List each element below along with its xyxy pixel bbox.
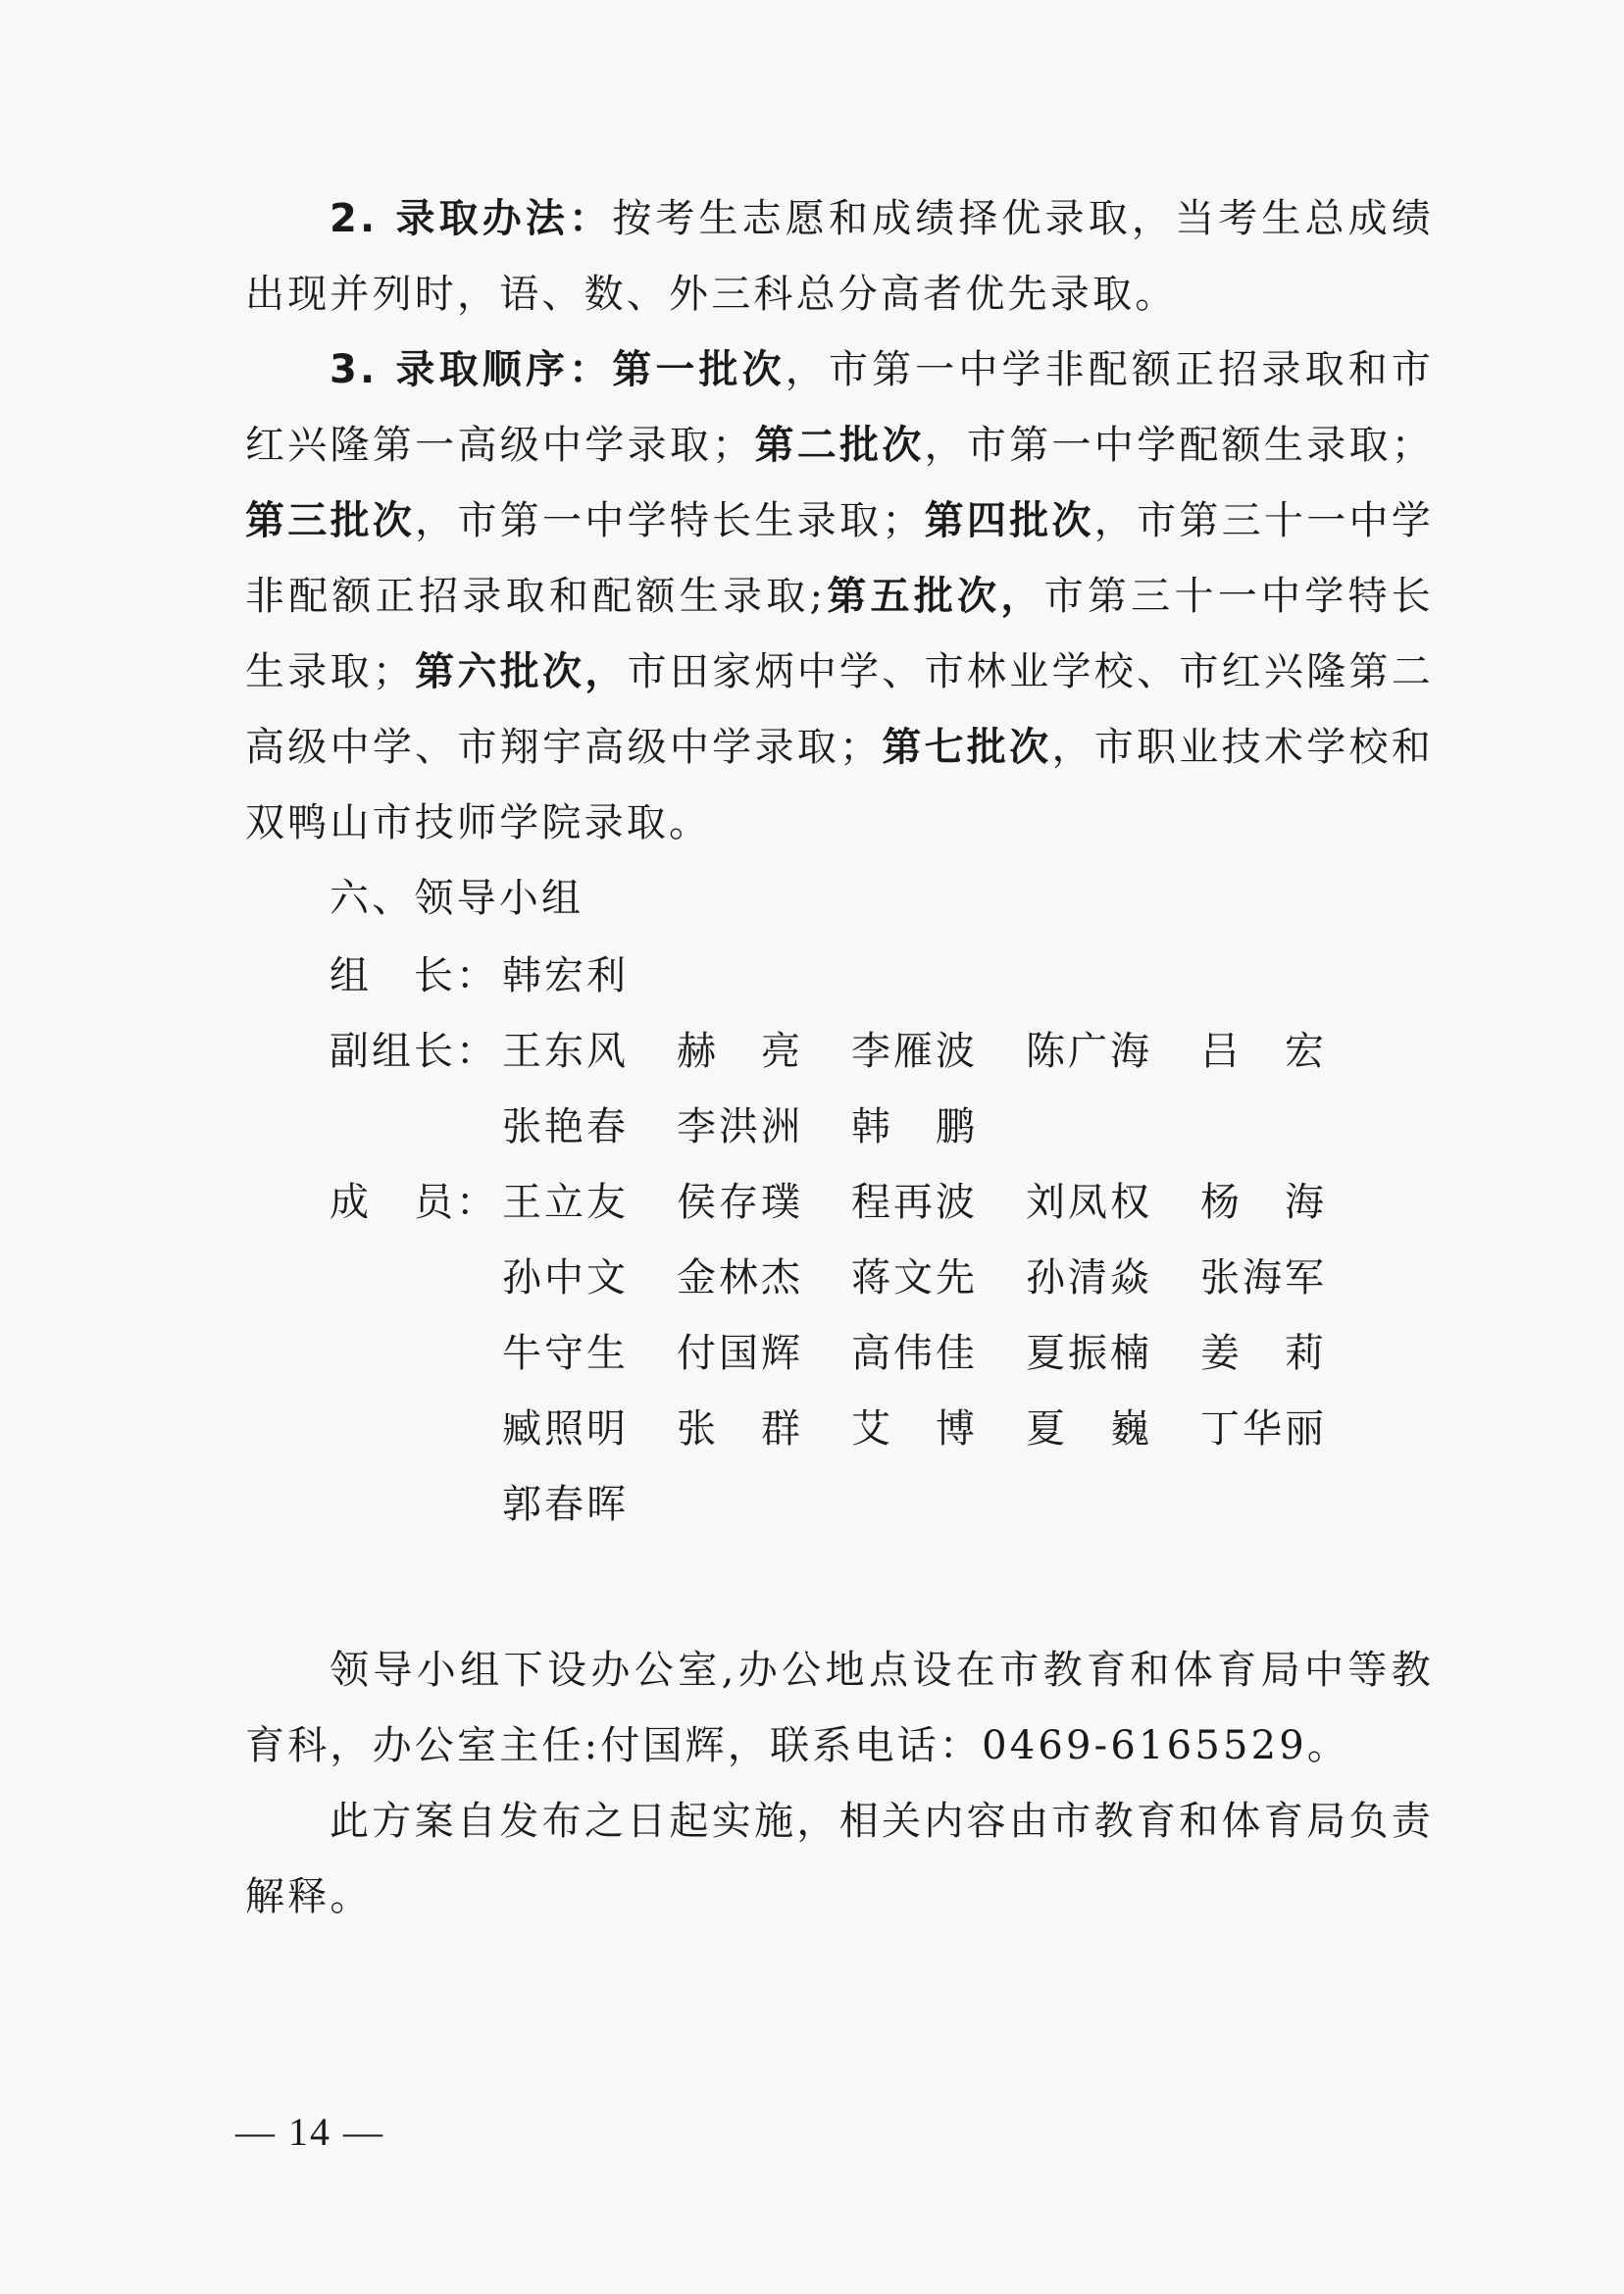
member-name: 夏振楠: [1026, 1331, 1152, 1376]
deputy-leader-label: 副组长：: [330, 1029, 498, 1074]
roster-row-members-2: [330, 1241, 1375, 1316]
member-name: 姜 莉: [1200, 1331, 1327, 1376]
roster-row-members: [330, 1165, 1375, 1241]
roster-row-leader: [330, 939, 1375, 1014]
roster-row-members-4: [330, 1392, 1375, 1467]
deputy-name: 陈广海: [1026, 1029, 1152, 1074]
member-name: 金林杰: [677, 1255, 803, 1300]
member-name: 付国辉: [677, 1331, 803, 1376]
member-name: 丁华丽: [1200, 1406, 1327, 1452]
member-name: 臧照明: [502, 1406, 629, 1452]
batch-4-text: ，市第三十一中学非配额正招录取和配额生录取;: [245, 498, 1434, 619]
leadership-group-heading: 六、领导小组: [330, 876, 584, 921]
member-name: 孙清焱: [1026, 1255, 1152, 1300]
batch-6-text: 市田家炳中学、市林业学校、市红兴隆第二高级中学、市翔宇高级中学录取；: [245, 649, 1434, 770]
batch-1-label: 第一批次: [612, 347, 786, 392]
batch-6-label: 第六批次，: [415, 649, 628, 694]
members-label: 成 员：: [330, 1180, 498, 1225]
batch-5-text: 市第三十一中学特长生录取；: [245, 574, 1435, 694]
closing-note-paragraph: 此方案自发布之日起实施，相关内容由市教育和体育局负责解释。: [245, 1799, 1434, 1919]
member-name: 程再波: [851, 1180, 978, 1225]
batch-7-label: 第七批次: [882, 725, 1052, 770]
leadership-roster: [330, 939, 1375, 1543]
admission-order-label: 3. 录取顺序：: [330, 347, 613, 392]
deputy-name: 韩 鹏: [851, 1104, 978, 1149]
closing-text-block: [245, 1633, 1434, 1935]
deputy-name: 赫 亮: [677, 1029, 803, 1074]
batch-3-label: 第三批次: [245, 498, 416, 543]
deputy-name: 张艳春: [502, 1104, 629, 1149]
page-number: — 14 —: [235, 2110, 384, 2154]
office-note-paragraph: 领导小组下设办公室,办公地点设在市教育和体育局中等教育科，办公室主任:付国辉，联系电话：0469-6165529。: [245, 1648, 1434, 1768]
member-name: 王立友: [502, 1180, 629, 1225]
roster-row-deputy-cont: [330, 1090, 1375, 1165]
admission-order-paragraph: [245, 332, 1434, 861]
deputy-name: 吕 宏: [1200, 1029, 1327, 1074]
admission-method-label: 2. 录取办法：: [330, 196, 613, 241]
admission-method-paragraph: [245, 181, 1434, 332]
leader-label: 组 长：: [330, 953, 498, 998]
batch-5-label: 第五批次，: [826, 574, 1044, 619]
member-name: 杨 海: [1200, 1180, 1327, 1225]
member-name: 刘凤权: [1026, 1180, 1152, 1225]
batch-7-text: ，市职业技术学校和双鸭山市技师学院录取。: [245, 725, 1434, 845]
admission-text-block: [245, 181, 1434, 937]
batch-2-label: 第二批次: [754, 423, 925, 468]
member-name: 牛守生: [502, 1331, 629, 1376]
member-name: 艾 博: [851, 1406, 978, 1452]
member-name: 蒋文先: [851, 1255, 978, 1300]
batch-3-text: ，市第一中学特长生录取；: [415, 498, 925, 543]
member-name: 张 群: [677, 1406, 803, 1452]
deputy-name: 李雁波: [851, 1029, 978, 1074]
member-name: 孙中文: [502, 1255, 629, 1300]
batch-2-text: ，市第一中学配额生录取；: [924, 423, 1434, 468]
member-name: 侯存璞: [677, 1180, 803, 1225]
roster-row-members-5: [330, 1467, 1375, 1543]
batch-4-label: 第四批次: [924, 498, 1094, 543]
admission-method-text: 按考生志愿和成绩择优录取，当考生总成绩出现并列时，语、数、外三科总分高者优先录取。: [245, 196, 1434, 317]
member-name: 张海军: [1200, 1255, 1327, 1300]
member-name: 夏 巍: [1026, 1406, 1152, 1452]
leader-name: 韩宏利: [502, 953, 629, 998]
member-name: 郭春晖: [502, 1482, 629, 1527]
batch-1-text: ，市第一中学非配额正招录取和市红兴隆第一高级中学录取；: [245, 347, 1434, 468]
deputy-name: 李洪洲: [677, 1104, 803, 1149]
member-name: 高伟佳: [851, 1331, 978, 1376]
roster-row-deputy: [330, 1014, 1375, 1090]
deputy-name: 王东风: [502, 1029, 629, 1074]
roster-row-members-3: [330, 1316, 1375, 1392]
